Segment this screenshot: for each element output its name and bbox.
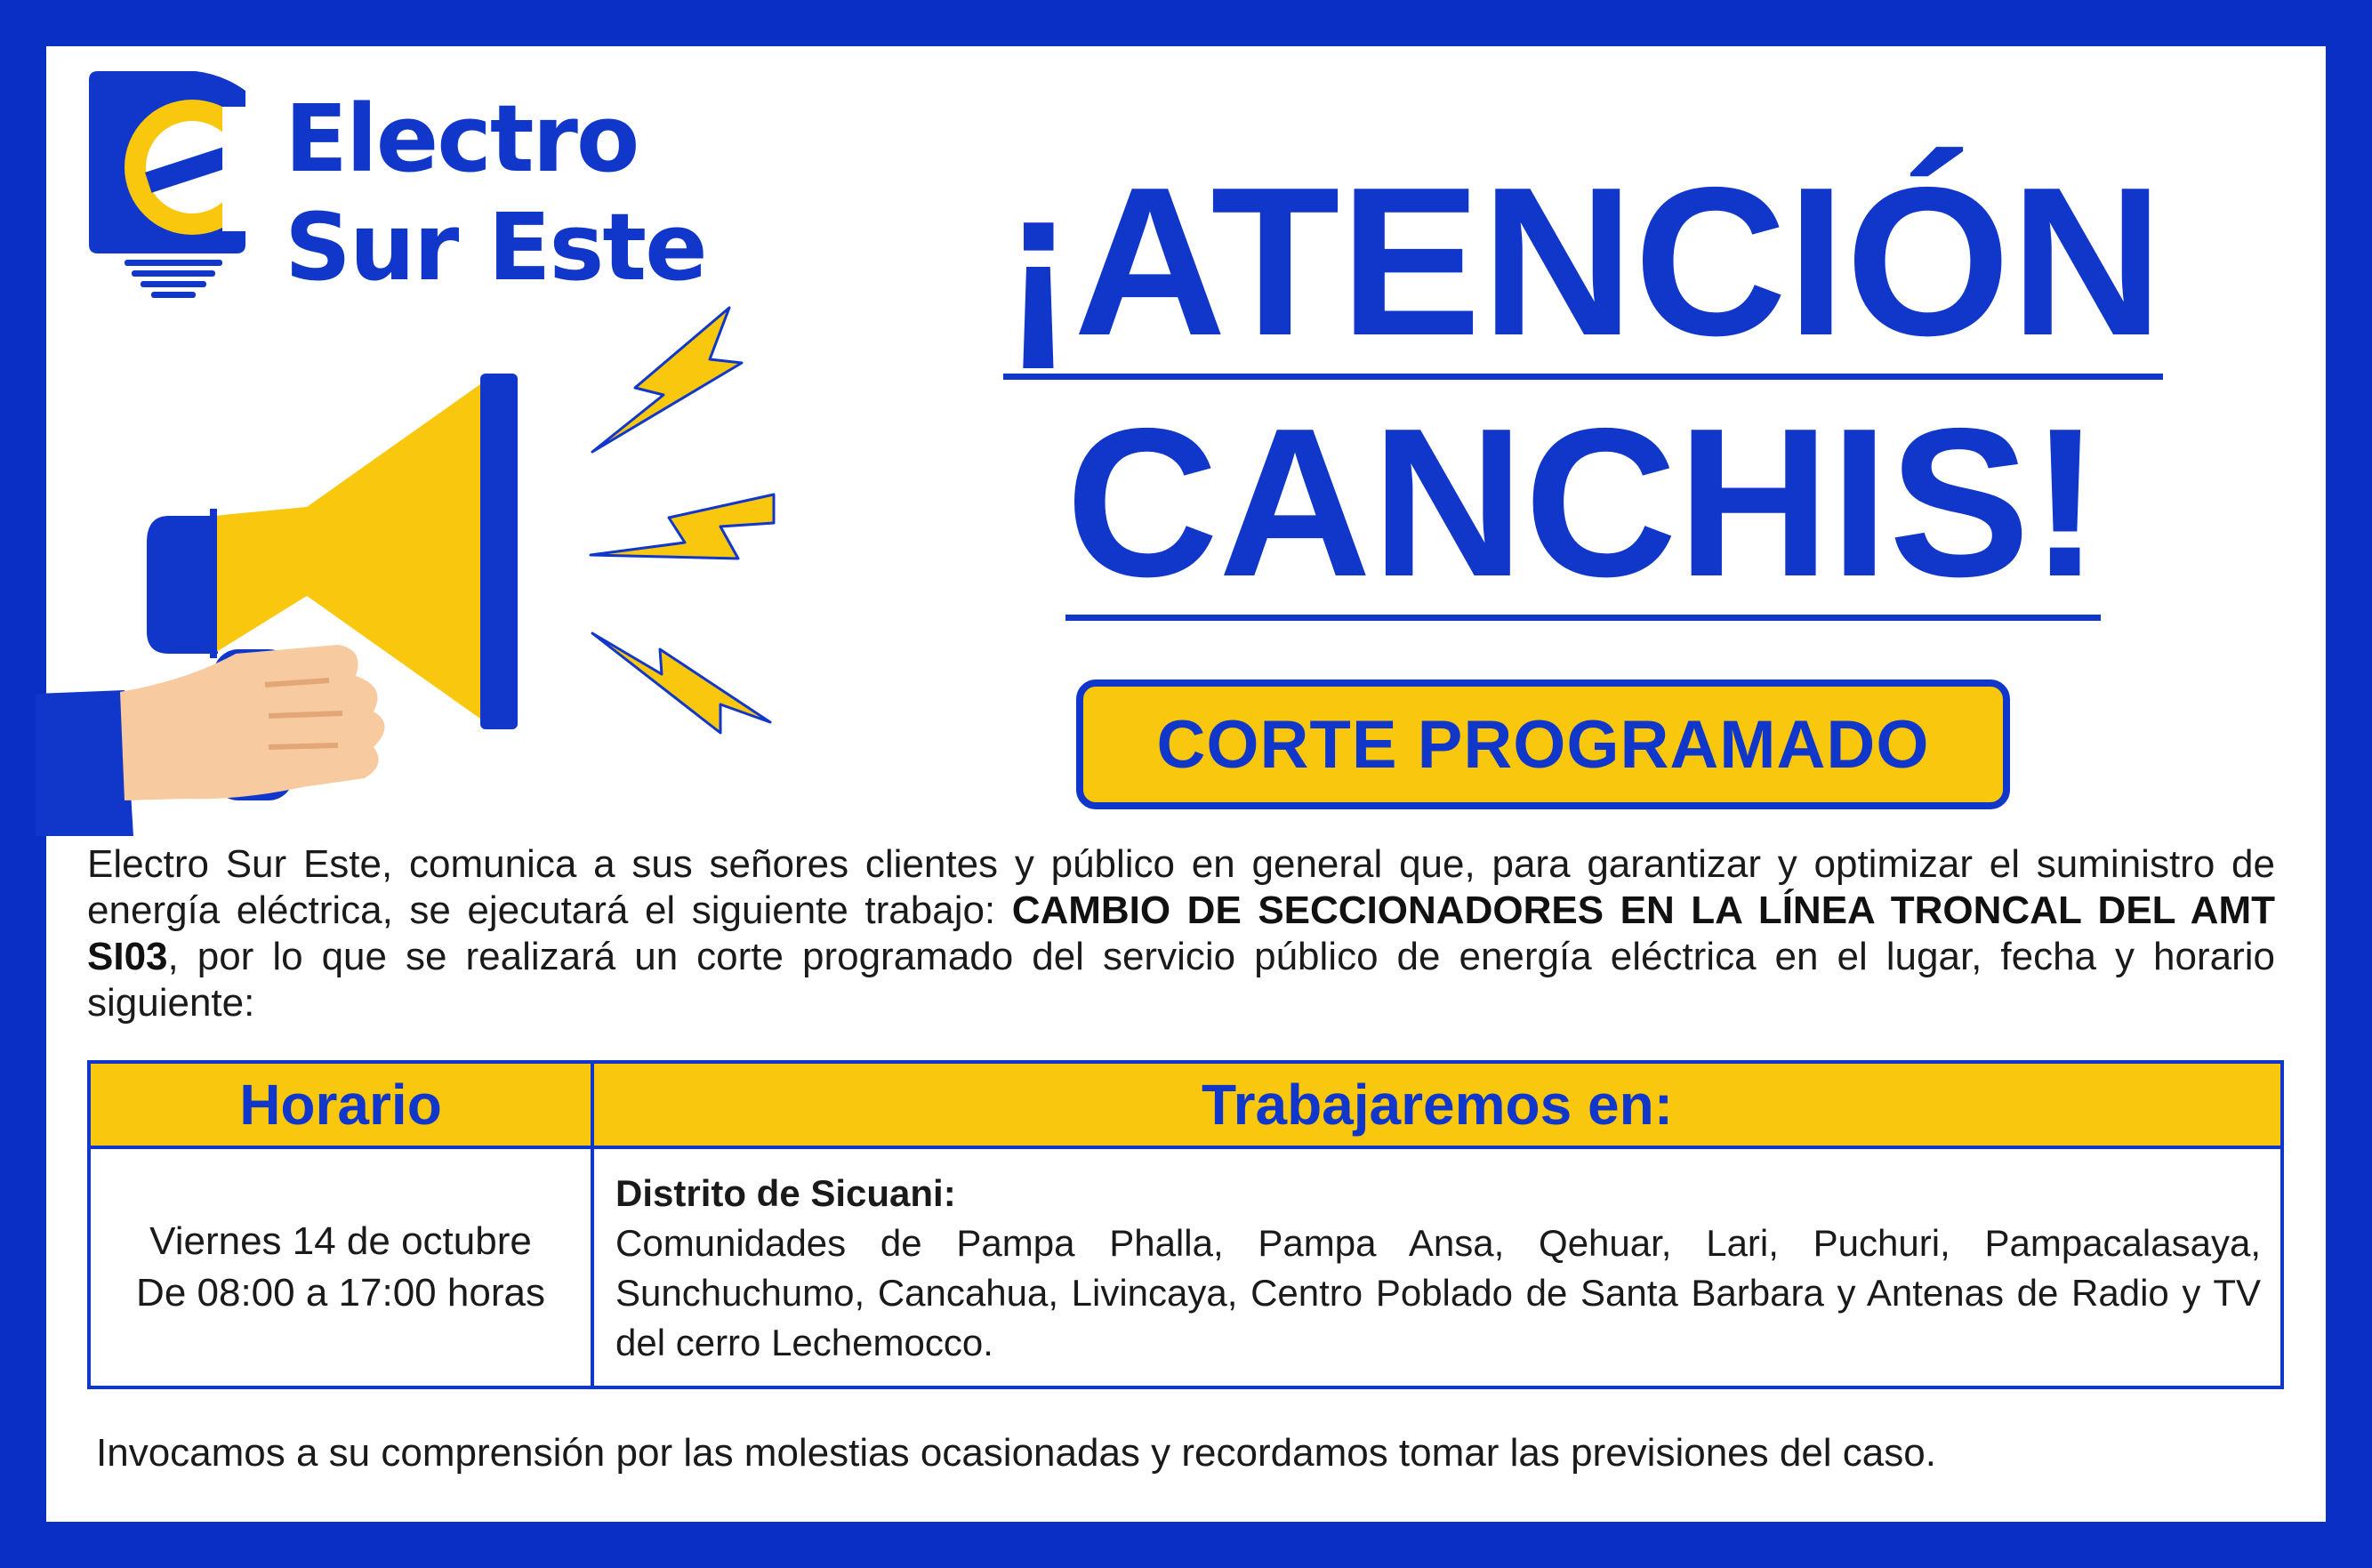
- brand-name: [285, 84, 706, 302]
- brand-line-1: Electro: [285, 84, 639, 193]
- table-header-horario: Horario: [91, 1064, 594, 1149]
- intro-text-1: Electro Sur Este, comunica a sus señores clientes y público en general que, para garantizar y optimizar el suministro de energía eléctrica, se ejecutará el siguiente trabajo:: [87, 842, 2275, 932]
- district-name: Distrito de Sicuani:: [615, 1172, 956, 1214]
- locations-cell: [615, 1169, 2261, 1368]
- corte-programado-badge: [1076, 679, 2010, 809]
- badge-label: CORTE PROGRAMADO: [1156, 706, 1930, 783]
- schedule-table: [87, 1060, 2284, 1389]
- schedule-cell: [91, 1149, 594, 1386]
- table-header-trabajaremos: Trabajaremos en:: [594, 1064, 2280, 1149]
- schedule-hours: De 08:00 a 17:00 horas: [136, 1271, 545, 1315]
- brand-line-2: Sur Este: [285, 193, 706, 302]
- lightning-bolt-icon: [587, 480, 783, 569]
- headline: [925, 144, 2241, 621]
- headline-line-1: ¡ATENCIÓN: [1002, 144, 2164, 380]
- lightning-bolt-icon: [587, 302, 765, 462]
- intro-paragraph: [87, 841, 2275, 1026]
- schedule-day: Viernes 14 de octubre: [149, 1219, 532, 1263]
- intro-work-title: CAMBIO DE SECCIONADORES EN LA LÍNEA TRONCAL DEL AMT SI03: [87, 889, 2275, 978]
- footer-note: Invocamos a su comprensión por las molestias ocasionadas y recordamos tomar las previsiones del caso.: [96, 1431, 1936, 1475]
- headline-line-2: CANCHIS!: [1065, 385, 2101, 621]
- intro-text-2: , por lo que se realizará un corte programado del servicio público de energía eléctrica en el lugar, fecha y horario siguiente:: [87, 935, 2275, 1025]
- lightning-bolt-icon: [587, 623, 783, 738]
- locations-list: Comunidades de Pampa Phalla, Pampa Ansa, Qehuar, Lari, Puchuri, Pampacalasaya, Sunchuchumo, Cancahua, Livincaya, Centro Poblado de Santa Barbara y Antenas de Radio y TV del cerro Lechemocco.: [615, 1222, 2261, 1363]
